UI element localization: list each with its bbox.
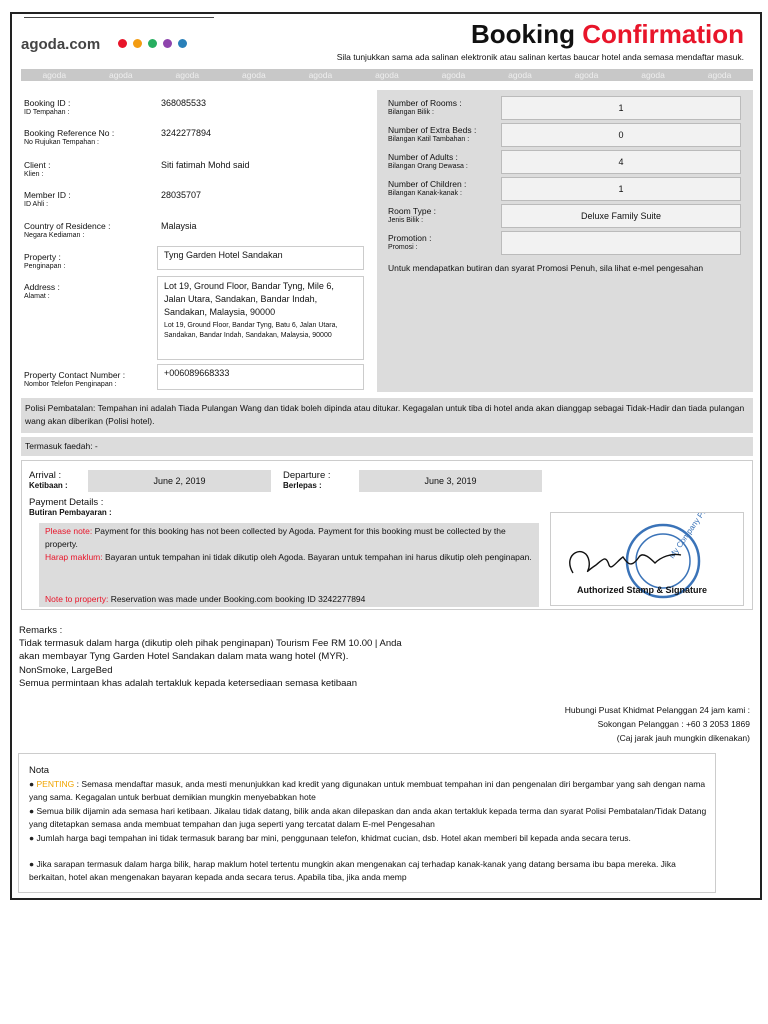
promotion-value <box>501 231 741 255</box>
harap-label: Harap maklum: <box>45 552 103 562</box>
address-label: Address : Alamat : <box>24 282 60 300</box>
departure-value: June 3, 2019 <box>359 470 542 492</box>
nota-item-text: Semua bilik dijamin ada semasa hari ketibaan. Jikalau tidak datang, bilik anda akan dilepaskan dan anda akan tertakluk kepada terma dan syarat Polisi Pembatalan/Tidak Datang yang ditetapkan semasa anda membuat tempahan dan juga seperti yang tercatat dalam E-mel Pengesahan <box>29 806 707 829</box>
extra-beds-value: 0 <box>501 123 741 147</box>
address-value: Lot 19, Ground Floor, Bandar Tyng, Mile 6, Jalan Utara, Sandakan, Bandar Indah, Sandakan, Malaysia, 90000 <box>164 281 334 317</box>
logo-dot-red <box>118 39 127 48</box>
band-item: agoda <box>574 70 599 80</box>
country-value: Malaysia <box>161 221 197 231</box>
children-value: 1 <box>501 177 741 201</box>
band-item: agoda <box>441 70 466 80</box>
property-note <box>45 593 535 606</box>
nota-box <box>18 753 716 893</box>
logo-dots <box>118 39 187 48</box>
harap-text: Bayaran untuk tempahan ini tidak dikutip oleh Agoda. Bayaran untuk tempahan ini harus dikutip oleh penginapan. <box>105 552 532 562</box>
arrival-label: Arrival : Ketibaan : <box>29 470 68 490</box>
address-value-small: Lot 19, Ground Floor, Bandar Tyng, Batu 6, Jalan Utara, Sandakan, Bandar Indah, Sandakan, Malaysia, 90000 <box>164 322 338 339</box>
room-type-value: Deluxe Family Suite <box>501 204 741 228</box>
please-note-text: Payment for this booking has not been collected by Agoda. Payment for this booking must be collected by the property. <box>45 526 506 549</box>
cancellation-policy: Polisi Pembatalan: Tempahan ini adalah Tiada Pulangan Wang dan tidak boleh dipinda atau ditukar. Kegagalan untuk tiba di hotel anda akan dianggap sebagai Tidak-Hadir dan tiada pulangan wang akan diberikan (Polisi hotel). <box>25 403 745 426</box>
band-item: agoda <box>707 70 732 80</box>
country-label: Country of Residence : Negara Kediaman : <box>24 221 111 239</box>
contact-center-title: Hubungi Pusat Khidmat Pelanggan 24 jam kami : <box>564 705 750 715</box>
booking-ref-label: Booking Reference No : No Rujukan Tempahan : <box>24 128 115 146</box>
harap-note <box>45 551 535 564</box>
departure-label: Departure : Berlepas : <box>283 470 331 490</box>
room-type-label: Room Type : Jenis Bilik : <box>388 206 437 224</box>
rooms-label: Number of Rooms : Bilangan Bilik : <box>388 98 462 116</box>
band-item: agoda <box>641 70 665 80</box>
contact-value: +006089668333 <box>157 364 364 390</box>
stamp-box <box>550 512 744 606</box>
stamp-text: My Company Pte.Ltd <box>667 513 718 561</box>
promotion-label: Promotion : Promosi : <box>388 233 432 251</box>
logo-dot-purple <box>163 39 172 48</box>
logo-dot-orange <box>133 39 142 48</box>
band-item: agoda <box>242 70 266 80</box>
band-item: agoda <box>508 70 532 80</box>
nota-title: Nota <box>29 765 50 776</box>
client-value: Siti fatimah Mohd said <box>161 160 250 170</box>
page-subtitle: Sila tunjukkan sama ada salinan elektronik atau salinan kertas baucar hotel anda semasa mendaftar masuk. <box>336 52 744 62</box>
adults-label: Number of Adults : Bilangan Orang Dewasa : <box>388 152 468 170</box>
remarks-line: Semua permintaan khas adalah tertakluk kepada ketersediaan semasa ketibaan <box>19 678 357 689</box>
property-value: Tyng Garden Hotel Sandakan <box>157 246 364 270</box>
brand-band <box>21 69 753 81</box>
penting-label: PENTING <box>36 779 75 789</box>
top-rule <box>24 17 214 18</box>
contact-center-note: (Caj jarak jauh mungkin dikenakan) <box>616 733 750 743</box>
nota-item: ● Jumlah harga bagi tempahan ini tidak termasuk barang bar mini, penggunaan telefon, khidmat cucian, dsb. Hotel akan memberi bil kepada anda secara terus. <box>29 833 631 843</box>
benefits-bar <box>21 437 753 456</box>
logo-dot-green <box>148 39 157 48</box>
address-box <box>157 276 364 360</box>
booking-id-value: 368085533 <box>161 98 207 108</box>
contact-label: Property Contact Number : Nombor Telefon Penginapan : <box>24 370 126 388</box>
nota-item: ● PENTING : Semasa mendaftar masuk, anda mesti menunjukkan kad kredit yang digunakan untuk membuat tempahan ini dan pengenalan diri bergambar yang sah dengan nama yang sama. Kegagalan untuk berbuat demikian mungkin menyebabkan hote <box>29 779 706 802</box>
remarks-label: Remarks : <box>19 625 63 636</box>
payment-details-label: Payment Details : Butiran Pembayaran : <box>29 497 112 517</box>
extra-beds-label: Number of Extra Beds : Bilangan Katil Tambahan : <box>388 125 477 143</box>
adults-value: 4 <box>501 150 741 174</box>
band-item: agoda <box>108 70 133 80</box>
property-label: Property : Penginapan : <box>24 252 66 270</box>
nota-item-text: : Semasa mendaftar masuk, anda mesti menunjukkan kad kredit yang digunakan untuk membuat tempahan ini dan pengenalan diri bergambar yang sah dengan nama yang sama. Kegagalan untuk berbuat demikian mungkin menyebabkan hote <box>29 779 706 802</box>
member-id-value: 28035707 <box>161 190 202 200</box>
nota-item: ● Jika sarapan termasuk dalam harga bilik, harap maklum hotel tertentu mungkin akan mengenakan caj terhadap kanak-kanak yang datang bersama ibu bapa mereka. Jika berkaitan, hotel akan mengenakan bayaran kepada anda secara terus. Apabila tiba, jika anda memp <box>29 859 676 882</box>
please-note-label: Please note: <box>45 526 93 536</box>
title-booking: Booking <box>471 19 575 49</box>
logo-dot-blue <box>178 39 187 48</box>
band-item: agoda <box>42 70 67 80</box>
page-title <box>471 19 744 50</box>
nota-item-text: Jika sarapan termasuk dalam harga bilik, harap maklum hotel tertentu mungkin akan mengenakan caj terhadap kanak-kanak yang datang bersama ibu bapa mereka. Jika berkaitan, hotel akan mengenakan bayaran kepada anda secara terus. Apabila tiba, jika anda memp <box>29 859 676 882</box>
nota-item-text: Jumlah harga bagi tempahan ini tidak termasuk barang bar mini, penggunaan telefon, khidmat cucian, dsb. Hotel akan memberi bil kepada anda secara terus. <box>36 833 631 843</box>
arrival-value: June 2, 2019 <box>88 470 271 492</box>
contact-center-phone: Sokongan Pelanggan : +60 3 2053 1869 <box>597 719 750 729</box>
remarks-line: akan membayar Tyng Garden Hotel Sandakan dalam mata wang hotel (MYR). <box>19 651 349 662</box>
band-item: agoda <box>308 70 333 80</box>
band-item: agoda <box>375 70 399 80</box>
band-item: agoda <box>175 70 200 80</box>
booking-id-label: Booking ID : ID Tempahan : <box>24 98 71 116</box>
property-note-label: Note to property: <box>45 594 109 604</box>
member-id-label: Member ID : ID Ahli : <box>24 190 71 208</box>
children-label: Number of Children : Bilangan Kanak-kanak : <box>388 179 467 197</box>
client-label: Client : Klien : <box>24 160 51 178</box>
remarks-line: Tidak termasuk dalam harga (dikutip oleh pihak penginapan) Tourism Fee RM 10.00 | Anda <box>19 638 402 649</box>
agoda-logo: agoda.com <box>21 36 101 53</box>
benefits-text: Termasuk faedah: - <box>25 441 98 451</box>
payment-note <box>45 525 535 551</box>
rooms-value: 1 <box>501 96 741 120</box>
remarks-line: NonSmoke, LargeBed <box>19 665 113 676</box>
booking-ref-value: 3242277894 <box>161 128 212 138</box>
stamp-caption: Authorized Stamp & Signature <box>577 585 708 595</box>
promo-note: Untuk mendapatkan butiran dan syarat Promosi Penuh, sila lihat e-mel pengesahan <box>388 263 704 273</box>
title-confirmation: Confirmation <box>582 19 744 49</box>
nota-item: ● Semua bilik dijamin ada semasa hari ketibaan. Jikalau tidak datang, bilik anda akan dilepaskan dan anda akan tertakluk kepada terma dan syarat Polisi Pembatalan/Tidak Datang yang ditetapkan semasa anda membuat tempahan dan juga seperti yang tercatat dalam E-mel Pengesahan <box>29 806 707 829</box>
property-note-text: Reservation was made under Booking.com booking ID 3242277894 <box>110 594 366 604</box>
